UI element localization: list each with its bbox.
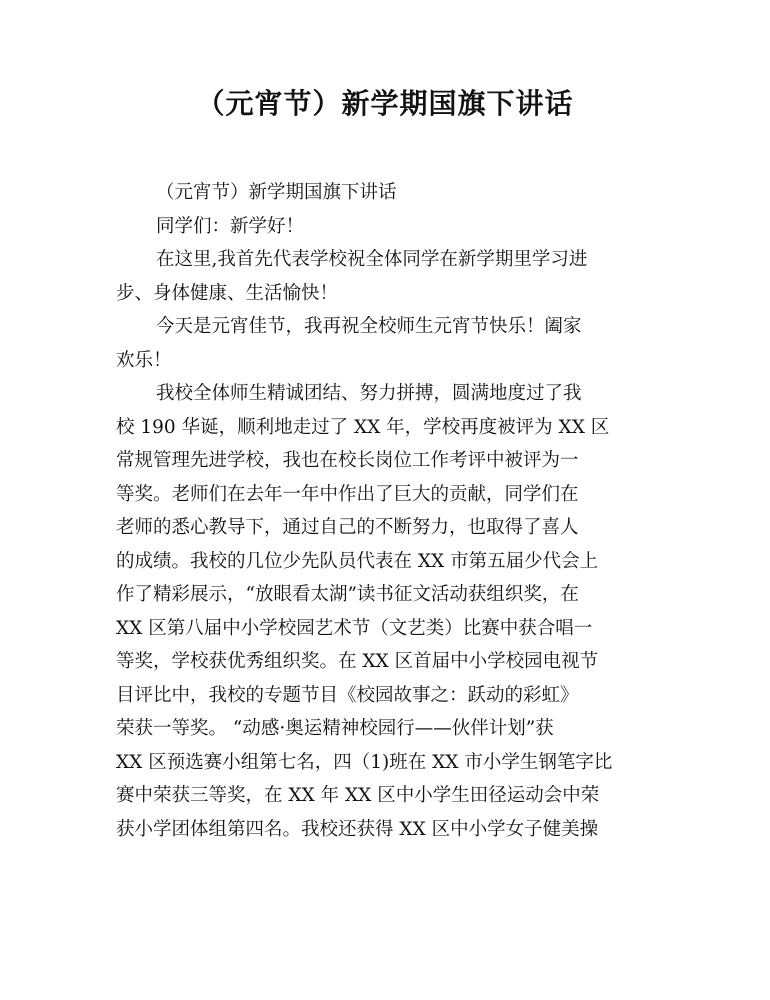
paragraph-line: 等奖。老师们在去年一年中作出了巨大的贡献，同学们在 <box>116 483 579 505</box>
paragraph-line: 的成绩。我校的几位少先队员代表在 XX 市第五届少代会上 <box>116 550 599 572</box>
paragraph-line: 赛中荣获三等奖，在 XX 年 XX 区中小学生田径运动会中荣 <box>116 785 600 806</box>
paragraph-line: 目评比中，我校的专题节目《校园故事之：跃动的彩虹》 <box>116 684 579 706</box>
paragraph-line: 作了精彩展示，“放眼看太湖”读书征文活动获组织奖，在 <box>116 584 579 605</box>
paragraph-line: 步、身体健康、生活愉快！ <box>116 282 339 304</box>
paragraph-line: 在这里,我首先代表学校祝全体同学在新学期里学习进 <box>156 249 588 270</box>
paragraph-line: 老师的悉心教导下，通过自己的不断努力，也取得了喜人 <box>116 517 579 538</box>
paragraph-line: XX 区预选赛小组第七名，四（1)班在 XX 市小学生钢笔字比 <box>116 751 613 773</box>
paragraph-line: 同学们：新学好！ <box>156 215 305 237</box>
paragraph-line: 欢乐！ <box>116 349 172 371</box>
paragraph-line: （元宵节）新学期国旗下讲话 <box>156 182 397 203</box>
paragraph-line: XX 区第八届中小学校园艺术节（文艺类）比赛中获合唱一 <box>116 617 593 639</box>
paragraph-line: 获小学团体组第四名。我校还获得 XX 区中小学女子健美操 <box>116 818 599 840</box>
paragraph-line: 校 190 华诞，顺利地走过了 XX 年，学校再度被评为 XX 区 <box>116 416 610 438</box>
document-title: （元宵节）新学期国旗下讲话 <box>196 87 574 120</box>
document-body <box>116 176 656 846</box>
paragraph-line: 等奖，学校获优秀组织奖。在 XX 区首届中小学校园电视节 <box>116 651 599 672</box>
paragraph-line: 常规管理先进学校，我也在校长岗位工作考评中被评为一 <box>116 450 579 471</box>
paragraph-line: 我校全体师生精诚团结、努力拼搏，圆满地度过了我 <box>156 383 582 404</box>
paragraph-line: 今天是元宵佳节，我再祝全校师生元宵节快乐！阖家 <box>156 316 582 337</box>
paragraph-line: 荣获一等奖。 “动感·奥运精神校园行——伙伴计划”获 <box>116 718 554 739</box>
